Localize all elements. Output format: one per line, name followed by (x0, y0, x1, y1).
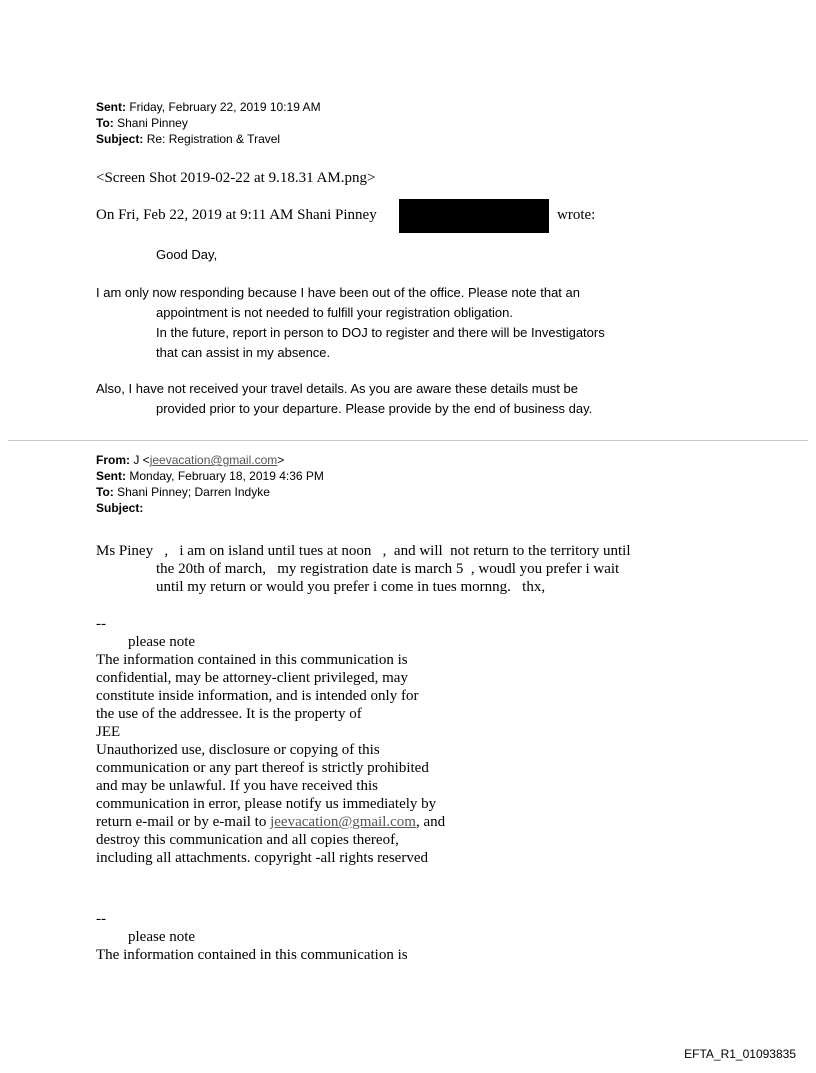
sig-email-line: return e-mail or by e-mail to jeevacation@gmail.com, and (96, 814, 446, 830)
sig2-please-note: please note (128, 929, 196, 945)
quote-intro-before: On Fri, Feb 22, 2019 at 9:11 AM Shani Pinney (96, 207, 377, 223)
original-sent-line: Sent: Monday, February 18, 2019 4:36 PM (96, 469, 324, 483)
sig-line: constitute inside information, and is intended only for (96, 688, 419, 704)
signature-disclaimer-1 (96, 615, 445, 867)
redaction-box (399, 199, 549, 233)
original-subject-line: Subject: (96, 501, 144, 515)
reply-subject-value: Re: Registration & Travel (146, 132, 281, 146)
original-from-line: From: J <jeevacation@gmail.com> (96, 453, 285, 467)
sig-line: and may be unlawful. If you have received this (96, 778, 378, 794)
sig-line: the use of the addressee. It is the property of (96, 706, 362, 722)
document-id: EFTA_R1_01093835 (684, 1047, 796, 1061)
sig-dashes: -- (96, 616, 106, 632)
pinney-paragraph-1: I am only now responding because I have been out of the office. Please note that an appointment is not needed to fulfill your registration obligation. In the future, report in person to DOJ to register and there will be Investigators that can assist in my absence. (96, 285, 605, 360)
quote-intro-after: wrote: (557, 207, 596, 223)
sig-line: Unauthorized use, disclosure or copying of this (96, 742, 380, 758)
sig2-line: The information contained in this communication is (96, 947, 408, 963)
reply-to-line: To: Shani Pinney (96, 116, 188, 130)
from-email-link[interactable]: jeevacation@gmail.com (149, 453, 278, 467)
original-message: Ms Piney , i am on island until tues at noon , and will not return to the territory until the 20th of march, my registration date is march 5 , woudl you prefer i wait until my return or would you prefer i come in tues mornng. thx, (96, 543, 631, 595)
sig-line: communication in error, please notify us immediately by (96, 796, 437, 812)
original-to-line: To: Shani Pinney; Darren Indyke (96, 485, 270, 499)
reply-header (96, 99, 321, 147)
sig-line: confidential, may be attorney-client privileged, may (96, 670, 408, 686)
message-separator (8, 440, 808, 441)
greeting: Good Day, (156, 247, 218, 262)
sig-line: The information contained in this communication is (96, 652, 408, 668)
sig-email-link[interactable]: jeevacation@gmail.com (270, 814, 416, 830)
sig-line: communication or any part thereof is strictly prohibited (96, 760, 429, 776)
sig-line: including all attachments. copyright -all rights reserved (96, 850, 428, 866)
sig2-dashes: -- (96, 911, 106, 927)
sig-line: JEE (96, 724, 121, 740)
reply-sent-line: Sent: Friday, February 22, 2019 10:19 AM (96, 100, 321, 114)
original-header (96, 452, 324, 516)
pinney-paragraph-2: Also, I have not received your travel details. As you are aware these details must be provided prior to your departure. Please provide by the end of business day. (96, 381, 593, 416)
reply-sent-value: Friday, February 22, 2019 10:19 AM (129, 100, 321, 114)
reply-to-value: Shani Pinney (117, 116, 188, 130)
signature-disclaimer-2 (96, 910, 408, 964)
sig-line: destroy this communication and all copies thereof, (96, 832, 399, 848)
attachment-placeholder: <Screen Shot 2019-02-22 at 9.18.31 AM.png> (96, 170, 376, 186)
sig-please-note: please note (128, 634, 196, 650)
reply-subject-line: Subject: Re: Registration & Travel (96, 132, 281, 146)
